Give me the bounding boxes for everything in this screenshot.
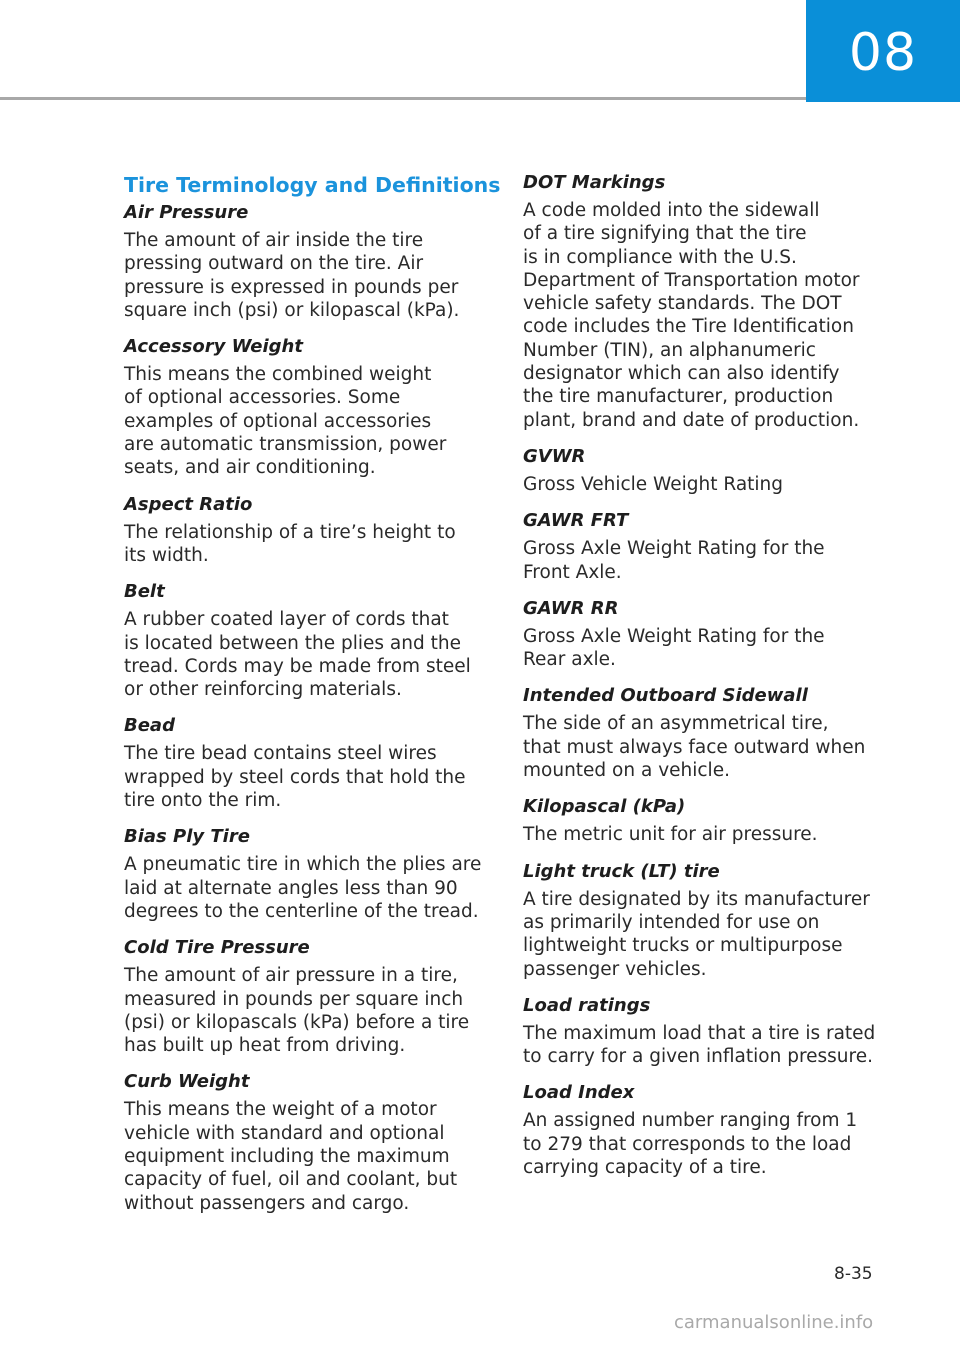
term-definition: The amount of air inside the tire pressing outward on the tire. Air pressure is expressed in pounds per square inch (psi) or kilopascal (kPa). <box>124 230 460 321</box>
term-heading: Intended Outboard Sidewall <box>523 685 808 707</box>
term-heading: Load Index <box>523 1082 635 1104</box>
term-definition: The side of an asymmetrical tire, that must always face outward when mounted on a vehicle. <box>523 713 866 782</box>
term-definition: Gross Vehicle Weight Rating <box>523 473 784 495</box>
header-rule <box>0 97 806 100</box>
term-heading: Bead <box>124 715 175 737</box>
term-definition: A tire designated by its manufacturer as primarily intended for use on lightweight trucks or multipurpose passenger vehicles. <box>523 888 870 980</box>
term-heading: DOT Markings <box>523 172 666 193</box>
section-title: Tire Terminology and Definitions <box>124 173 501 197</box>
chapter-tab <box>806 0 960 102</box>
term-definition: A rubber coated layer of cords that is located between the plies and the tread. Cords may be made from steel or other reinforcing materials. <box>124 609 471 701</box>
term-heading: Bias Ply Tire <box>124 826 250 848</box>
term-heading: Air Pressure <box>124 202 249 223</box>
term-heading: Curb Weight <box>124 1071 250 1093</box>
term-definition: An assigned number ranging from 1 to 279 that corresponds to the load carrying capacity of a tire. <box>523 1110 858 1179</box>
term-definition: This means the combined weight of optional accessories. Some examples of optional accessories are automatic transmission, power seats, and air conditioning. <box>124 364 447 479</box>
term-heading: Cold Tire Pressure <box>124 937 310 959</box>
term-definition: The maximum load that a tire is rated to carry for a given inflation pressure. <box>523 1022 876 1068</box>
left-column <box>124 170 501 1227</box>
term-definition: The tire bead contains steel wires wrapped by steel cords that hold the tire onto the rim. <box>124 743 466 812</box>
term-heading: GVWR <box>523 445 586 467</box>
watermark: carmanualsonline.info <box>674 1312 874 1333</box>
term-definition: The amount of air pressure in a tire, measured in pounds per square inch (psi) or kilopascals (kPa) before a tire has built up heat from driving. <box>124 965 470 1057</box>
term-definition: A code molded into the sidewall of a tire signifying that the tire is in compliance with the U.S. Department of Transportation motor vehicle safety standards. The DOT code includes the Tire Identification Number (TIN), an alphanumeric designator which can also identify the tire manufacturer, production plant, brand and date of production. <box>523 200 860 431</box>
term-definition: The relationship of a tire’s height to its width. <box>124 521 456 566</box>
term-heading: Kilopascal (kPa) <box>523 796 686 818</box>
term-heading: Load ratings <box>523 994 651 1016</box>
term-heading: Accessory Weight <box>124 336 303 358</box>
term-definition: The metric unit for air pressure. <box>523 824 818 846</box>
term-heading: GAWR RR <box>523 597 619 619</box>
term-definition: Gross Axle Weight Rating for the Front Axle. <box>523 538 825 583</box>
term-heading: Belt <box>124 581 165 603</box>
term-heading: Aspect Ratio <box>124 493 253 515</box>
term-definition: Gross Axle Weight Rating for the Rear axle. <box>523 625 825 671</box>
right-column <box>523 170 893 1191</box>
term-definition: This means the weight of a motor vehicle with standard and optional equipment including the maximum capacity of fuel, oil and coolant, but without passengers and cargo. <box>124 1099 458 1214</box>
term-heading: Light truck (LT) tire <box>523 860 720 882</box>
page-number: 8-35 <box>834 1264 873 1284</box>
term-heading: GAWR FRT <box>523 510 629 532</box>
term-definition: A pneumatic tire in which the plies are laid at alternate angles less than 90 degrees to the centerline of the tread. <box>124 854 482 922</box>
chapter-number: 08 <box>848 23 918 83</box>
